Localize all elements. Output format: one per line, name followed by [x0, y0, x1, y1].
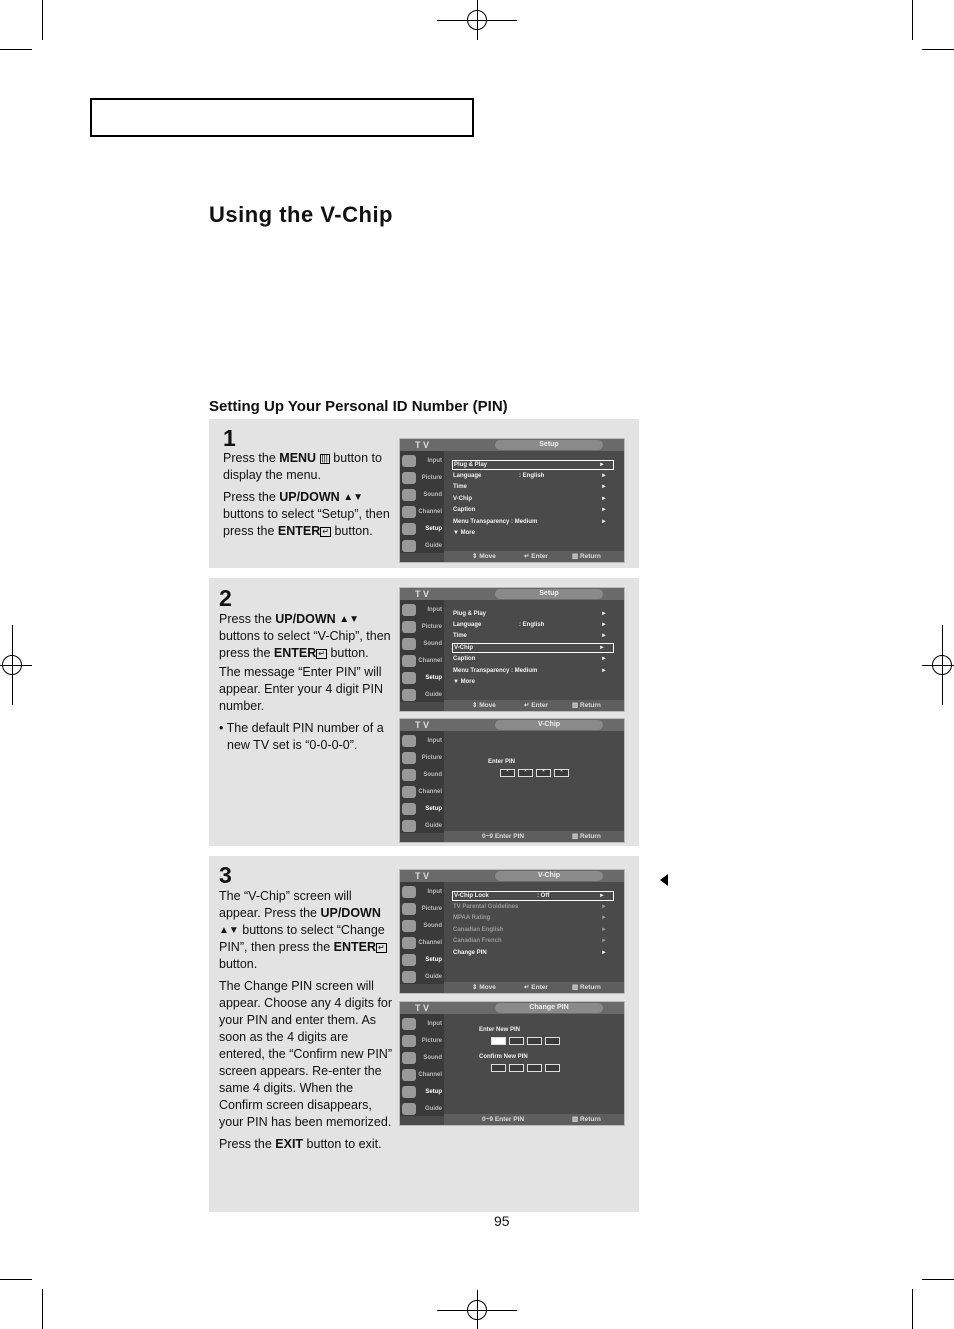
- arrow-right-icon: ►: [599, 893, 605, 899]
- setup-icon: [402, 803, 416, 815]
- tv-nav-label: Input: [427, 738, 442, 744]
- arrow-down-icon: ▼: [453, 679, 461, 685]
- tv-nav-input: [400, 1017, 444, 1032]
- picture-icon: [402, 1035, 416, 1047]
- move-label: Move: [479, 984, 496, 991]
- pin-digit-box: *: [500, 769, 515, 777]
- tv-screen-setup-vchip: [399, 587, 625, 712]
- tv-nav-label: Input: [427, 889, 442, 895]
- tv-nav-label: Guide: [424, 1106, 442, 1112]
- tv-nav-guide: [400, 688, 444, 703]
- step-number: 2: [219, 585, 232, 611]
- guide-icon: [402, 971, 416, 983]
- arrow-right-icon: ►: [601, 938, 607, 944]
- digits-hint: 0~9 Enter PIN: [482, 1116, 525, 1123]
- input-icon: [402, 886, 416, 898]
- tv-menu-item: [453, 631, 615, 641]
- tv-nav-label: Sound: [423, 492, 442, 498]
- tv-nav-label: Channel: [418, 658, 442, 664]
- tv-nav-input: [400, 734, 444, 749]
- tv-nav-label: Guide: [424, 543, 442, 549]
- enter-hint: ↵ Enter: [524, 984, 548, 991]
- tv-nav-picture: [400, 471, 444, 486]
- tv-sidebar: [400, 600, 444, 702]
- new-pin-digit-box: [491, 1037, 506, 1045]
- menu-key-label: MENU: [279, 451, 317, 465]
- text: The message “Enter PIN” will appear. Enter your 4 digit PIN number.: [219, 665, 383, 713]
- enter-hint: ↵ Enter: [524, 702, 548, 709]
- tv-nav-label: Picture: [421, 624, 442, 630]
- tv-nav-label: Channel: [418, 940, 442, 946]
- text: button to display the menu.: [223, 451, 382, 482]
- tv-item-label: Canadian English: [453, 927, 504, 933]
- pin-digit-box: *: [518, 769, 533, 777]
- text: Press the: [223, 451, 280, 465]
- tv-nav-picture: [400, 620, 444, 635]
- enter-icon: ↵: [322, 527, 329, 536]
- tv-nav-label: Setup: [425, 1089, 442, 1095]
- arrow-right-icon: ►: [601, 507, 607, 513]
- text: buttons to select “Setup”, then press the: [223, 507, 390, 538]
- setup-icon: [402, 672, 416, 684]
- step-number: 1: [223, 425, 236, 451]
- tv-screen-vchip: [399, 869, 625, 994]
- tv-nav-label: Input: [427, 607, 442, 613]
- tv-nav-sound: [400, 637, 444, 652]
- return-label: Return: [579, 833, 601, 840]
- tv-item-label: TV Parental Guidelines: [453, 904, 519, 910]
- tv-nav-setup: [400, 1085, 444, 1100]
- tv-nav-setup: [400, 802, 444, 817]
- updown-key-label: UP/DOWN: [279, 490, 340, 504]
- tv-label: T V: [415, 440, 430, 450]
- enter-label: Enter: [531, 553, 548, 560]
- arrow-right-icon: ►: [601, 496, 607, 502]
- tv-item-label: Language: [453, 473, 482, 479]
- tv-nav-label: Guide: [424, 974, 442, 980]
- enter-icon: ↵: [378, 943, 385, 952]
- text: button to exit.: [303, 1137, 382, 1151]
- picture-icon: [402, 903, 416, 915]
- tv-screen-setup: [399, 438, 625, 563]
- tv-menu-item: [453, 677, 615, 687]
- change-pin-instructions: The Change PIN screen will appear. Choose any 4 digits for your PIN and enter them. As soon as the 4 digits are entered, the “Confirm new PIN” screen appears. Re-enter the same 4 digits. When the Confirm screen disappears, your PIN has been memorized.: [219, 979, 393, 1129]
- tv-item-value: : English: [519, 473, 545, 479]
- arrow-down-icon: ▼: [453, 530, 461, 536]
- tv-menu-item: [453, 913, 615, 923]
- tv-nav-setup: [400, 522, 444, 537]
- sound-icon: [402, 638, 416, 650]
- tv-sidebar: [400, 731, 444, 833]
- crop-mark: [912, 0, 913, 40]
- updown-icon: ▲▼: [219, 925, 239, 936]
- tv-screen-change-pin: [399, 1001, 625, 1126]
- header-box: [90, 98, 474, 137]
- arrow-right-icon: ►: [601, 904, 607, 910]
- tv-item-value: : Off: [537, 893, 550, 899]
- tv-nav-label: Setup: [425, 675, 442, 681]
- text: button.: [330, 524, 373, 538]
- input-icon: [402, 1018, 416, 1030]
- updown-key-label: UP/DOWN: [320, 906, 381, 920]
- setup-icon: [402, 523, 416, 535]
- tv-nav-guide: [400, 1102, 444, 1117]
- tv-nav-guide: [400, 539, 444, 554]
- input-icon: [402, 455, 416, 467]
- tv-nav-picture: [400, 751, 444, 766]
- tv-nav-sound: [400, 488, 444, 503]
- registration-mark: [0, 665, 32, 666]
- tv-item-label: More: [460, 530, 475, 536]
- enter-icon: ↵: [318, 649, 325, 658]
- tv-nav-label: Setup: [425, 957, 442, 963]
- pin-digit-box: *: [554, 769, 569, 777]
- arrow-right-icon: ►: [601, 656, 607, 662]
- page-number: 95: [494, 1213, 510, 1229]
- input-icon: [402, 735, 416, 747]
- return-hint: ▥ Return: [572, 984, 601, 991]
- pin-digit-box: *: [536, 769, 551, 777]
- tv-nav-input: [400, 885, 444, 900]
- step-3-text: [219, 888, 394, 1158]
- enter-key-label: ENTER: [277, 524, 321, 538]
- tv-nav-label: Sound: [423, 772, 442, 778]
- confirm-pin-digit-box: [491, 1064, 506, 1072]
- return-label: Return: [579, 702, 601, 709]
- arrow-right-icon: ►: [601, 484, 607, 490]
- step-number: 3: [219, 862, 232, 888]
- picture-icon: [402, 752, 416, 764]
- arrow-right-icon: ►: [601, 611, 607, 617]
- registration-mark: [477, 0, 478, 40]
- tv-item-label: MPAA Rating: [453, 915, 491, 921]
- tv-menu-item: [453, 948, 615, 958]
- updown-icon: ▲▼: [339, 614, 359, 625]
- text: button.: [219, 957, 258, 971]
- tv-item-value: : English: [519, 622, 545, 628]
- default-pin-note: • The default PIN number of a new TV set is “0-0-0-0”.: [219, 721, 384, 752]
- crop-mark: [0, 49, 32, 50]
- updown-key-label: UP/DOWN: [275, 612, 336, 626]
- crop-mark: [42, 1289, 43, 1329]
- tv-item-label: Language: [453, 622, 482, 628]
- arrow-right-icon: ►: [601, 950, 607, 956]
- crop-mark: [0, 1279, 32, 1280]
- crop-mark: [912, 1289, 913, 1329]
- tv-menu-title: V-Chip: [495, 720, 603, 730]
- arrow-right-icon: ►: [601, 519, 607, 525]
- tv-label: T V: [415, 589, 430, 599]
- sound-icon: [402, 489, 416, 501]
- tv-item-label: Menu Transparency : Medium: [453, 519, 538, 525]
- tv-menu-item: [453, 494, 615, 504]
- enter-key-label: ENTER: [273, 646, 317, 660]
- new-pin-digit-box: [509, 1037, 524, 1045]
- tv-menu-item: [453, 666, 615, 676]
- crop-mark: [922, 1279, 954, 1280]
- tv-nav-label: Channel: [418, 509, 442, 515]
- enter-pin-label: Enter PIN: [488, 759, 516, 765]
- tv-footer: [444, 551, 625, 562]
- tv-nav-label: Input: [427, 458, 442, 464]
- tv-footer: [444, 1114, 625, 1125]
- sound-icon: [402, 769, 416, 781]
- tv-footer: [444, 831, 625, 842]
- tv-nav-input: [400, 603, 444, 618]
- tv-nav-label: Sound: [423, 1055, 442, 1061]
- menu-icon: |||: [321, 454, 328, 463]
- enter-key-label: ENTER: [333, 940, 377, 954]
- tv-menu-item: [453, 482, 615, 492]
- tv-screen-enter-pin: [399, 718, 625, 843]
- tv-nav-guide: [400, 819, 444, 834]
- tv-item-label: Change PIN: [453, 950, 487, 956]
- text: Press the: [219, 1137, 276, 1151]
- tv-nav-sound: [400, 919, 444, 934]
- tv-nav-label: Channel: [418, 789, 442, 795]
- arrow-right-icon: ►: [601, 473, 607, 479]
- channel-icon: [402, 506, 416, 518]
- tv-item-label: Canadian French: [453, 938, 502, 944]
- arrow-right-icon: ►: [601, 668, 607, 674]
- updown-icon: ▲▼: [343, 492, 363, 503]
- arrow-right-icon: ►: [599, 462, 605, 468]
- enter-hint: ↵ Enter: [524, 553, 548, 560]
- move-label: Move: [479, 553, 496, 560]
- tv-nav-setup: [400, 953, 444, 968]
- channel-icon: [402, 1069, 416, 1081]
- move-hint: ⇕ Move: [472, 553, 496, 560]
- return-label: Return: [579, 984, 601, 991]
- return-label: Return: [579, 1116, 601, 1123]
- confirm-pin-digit-box: [545, 1064, 560, 1072]
- enter-label: Enter: [531, 702, 548, 709]
- tv-menu-item: [453, 528, 615, 538]
- text: buttons to select “Change PIN”, then press the: [219, 923, 385, 954]
- step-2-text: [219, 611, 394, 759]
- tv-nav-label: Channel: [418, 1072, 442, 1078]
- channel-icon: [402, 786, 416, 798]
- tv-item-label: V-Chip: [453, 496, 472, 502]
- tv-nav-guide: [400, 970, 444, 985]
- triangle-left-icon: [660, 874, 668, 886]
- tv-item-label: Caption: [453, 507, 476, 513]
- tv-nav-input: [400, 454, 444, 469]
- tv-menu-title: V-Chip: [495, 871, 603, 881]
- move-label: Move: [479, 702, 496, 709]
- arrow-right-icon: ►: [601, 622, 607, 628]
- tv-item-label: Plug & Play: [453, 611, 487, 617]
- channel-icon: [402, 937, 416, 949]
- tv-label: T V: [415, 720, 430, 730]
- tv-item-label: Caption: [453, 656, 476, 662]
- confirm-new-pin-label: Confirm New PIN: [479, 1054, 528, 1060]
- input-icon: [402, 604, 416, 616]
- tv-menu-item: [452, 891, 614, 901]
- tv-nav-picture: [400, 1034, 444, 1049]
- tv-item-label: V-Chip: [454, 645, 473, 651]
- text: Press the: [219, 612, 276, 626]
- tv-item-label: V-Chip Lock: [454, 893, 489, 899]
- registration-mark: [922, 665, 954, 666]
- tv-menu-title: Setup: [495, 440, 603, 450]
- step-1-panel: [209, 419, 639, 568]
- tv-footer: [444, 982, 625, 993]
- tv-nav-setup: [400, 671, 444, 686]
- tv-menu-item: [453, 517, 615, 527]
- text: Press the: [223, 490, 280, 504]
- sound-icon: [402, 920, 416, 932]
- tv-nav-label: Picture: [421, 755, 442, 761]
- tv-menu-item: [453, 471, 615, 481]
- registration-mark: [942, 625, 943, 705]
- guide-icon: [402, 1103, 416, 1115]
- move-hint: ⇕ Move: [472, 984, 496, 991]
- setup-icon: [402, 954, 416, 966]
- tv-menu-title: Change PIN: [495, 1003, 603, 1013]
- tv-item-label: Plug & Play: [454, 462, 488, 468]
- tv-nav-channel: [400, 505, 444, 520]
- tv-nav-label: Setup: [425, 806, 442, 812]
- tv-nav-label: Input: [427, 1021, 442, 1027]
- tv-label: T V: [415, 1003, 430, 1013]
- guide-icon: [402, 689, 416, 701]
- tv-menu-item: [452, 460, 614, 470]
- tv-nav-label: Sound: [423, 923, 442, 929]
- confirm-pin-digit-box: [527, 1064, 542, 1072]
- arrow-right-icon: ►: [601, 915, 607, 921]
- tv-nav-channel: [400, 654, 444, 669]
- tv-nav-label: Picture: [421, 906, 442, 912]
- page-title: Using the V-Chip: [209, 202, 393, 227]
- text: buttons to select “V-Chip”, then press the: [219, 629, 391, 660]
- arrow-right-icon: ►: [599, 645, 605, 651]
- tv-menu-item: [453, 654, 615, 664]
- step-1-text: [223, 450, 398, 545]
- sound-icon: [402, 1052, 416, 1064]
- guide-icon: [402, 820, 416, 832]
- picture-icon: [402, 472, 416, 484]
- text: The “V-Chip” screen will appear. Press the: [219, 889, 352, 920]
- arrow-right-icon: ►: [601, 633, 607, 639]
- crop-mark: [922, 49, 954, 50]
- tv-nav-label: Guide: [424, 692, 442, 698]
- tv-menu-item: [452, 643, 614, 653]
- tv-sidebar: [400, 451, 444, 553]
- return-hint: ▥ Return: [572, 553, 601, 560]
- enter-label: Enter: [531, 984, 548, 991]
- new-pin-digit-box: [545, 1037, 560, 1045]
- picture-icon: [402, 621, 416, 633]
- tv-nav-label: Setup: [425, 526, 442, 532]
- return-hint: ▥ Return: [572, 702, 601, 709]
- tv-nav-channel: [400, 1068, 444, 1083]
- guide-icon: [402, 540, 416, 552]
- tv-nav-label: Sound: [423, 641, 442, 647]
- registration-mark: [477, 1290, 478, 1329]
- return-hint: ▥ Return: [572, 833, 601, 840]
- tv-menu-item: [453, 620, 615, 630]
- tv-nav-channel: [400, 785, 444, 800]
- tv-menu-item: [453, 936, 615, 946]
- tv-nav-channel: [400, 936, 444, 951]
- digits-hint: 0~9 Enter PIN: [482, 833, 525, 840]
- exit-key-label: EXIT: [275, 1137, 304, 1151]
- new-pin-digit-box: [527, 1037, 542, 1045]
- enter-new-pin-label: Enter New PIN: [479, 1027, 521, 1033]
- step-2-panel: [209, 578, 639, 846]
- step-3-panel: [209, 856, 639, 1212]
- tv-label: T V: [415, 871, 430, 881]
- tv-menu-item: [453, 609, 615, 619]
- confirm-pin-digit-box: [509, 1064, 524, 1072]
- tv-footer: [444, 700, 625, 711]
- tv-menu-title: Setup: [495, 589, 603, 599]
- tv-menu-item: [453, 925, 615, 935]
- tv-sidebar: [400, 1014, 444, 1116]
- tv-nav-picture: [400, 902, 444, 917]
- tv-menu-item: [453, 505, 615, 515]
- tv-item-label: Menu Transparency : Medium: [453, 668, 538, 674]
- registration-mark: [12, 625, 13, 705]
- move-hint: ⇕ Move: [472, 702, 496, 709]
- tv-nav-label: Picture: [421, 1038, 442, 1044]
- setup-icon: [402, 1086, 416, 1098]
- tv-item-label: Time: [453, 633, 467, 639]
- arrow-right-icon: ►: [601, 927, 607, 933]
- return-label: Return: [579, 553, 601, 560]
- tv-nav-sound: [400, 1051, 444, 1066]
- tv-nav-label: Guide: [424, 823, 442, 829]
- tv-nav-label: Picture: [421, 475, 442, 481]
- return-hint: ▥ Return: [572, 1116, 601, 1123]
- tv-item-label: More: [460, 679, 475, 685]
- crop-mark: [42, 0, 43, 40]
- tv-nav-sound: [400, 768, 444, 783]
- tv-item-label: Time: [453, 484, 467, 490]
- section-title: Setting Up Your Personal ID Number (PIN): [209, 398, 508, 415]
- text: button.: [326, 646, 369, 660]
- channel-icon: [402, 655, 416, 667]
- tv-menu-item: [453, 902, 615, 912]
- tv-sidebar: [400, 882, 444, 984]
